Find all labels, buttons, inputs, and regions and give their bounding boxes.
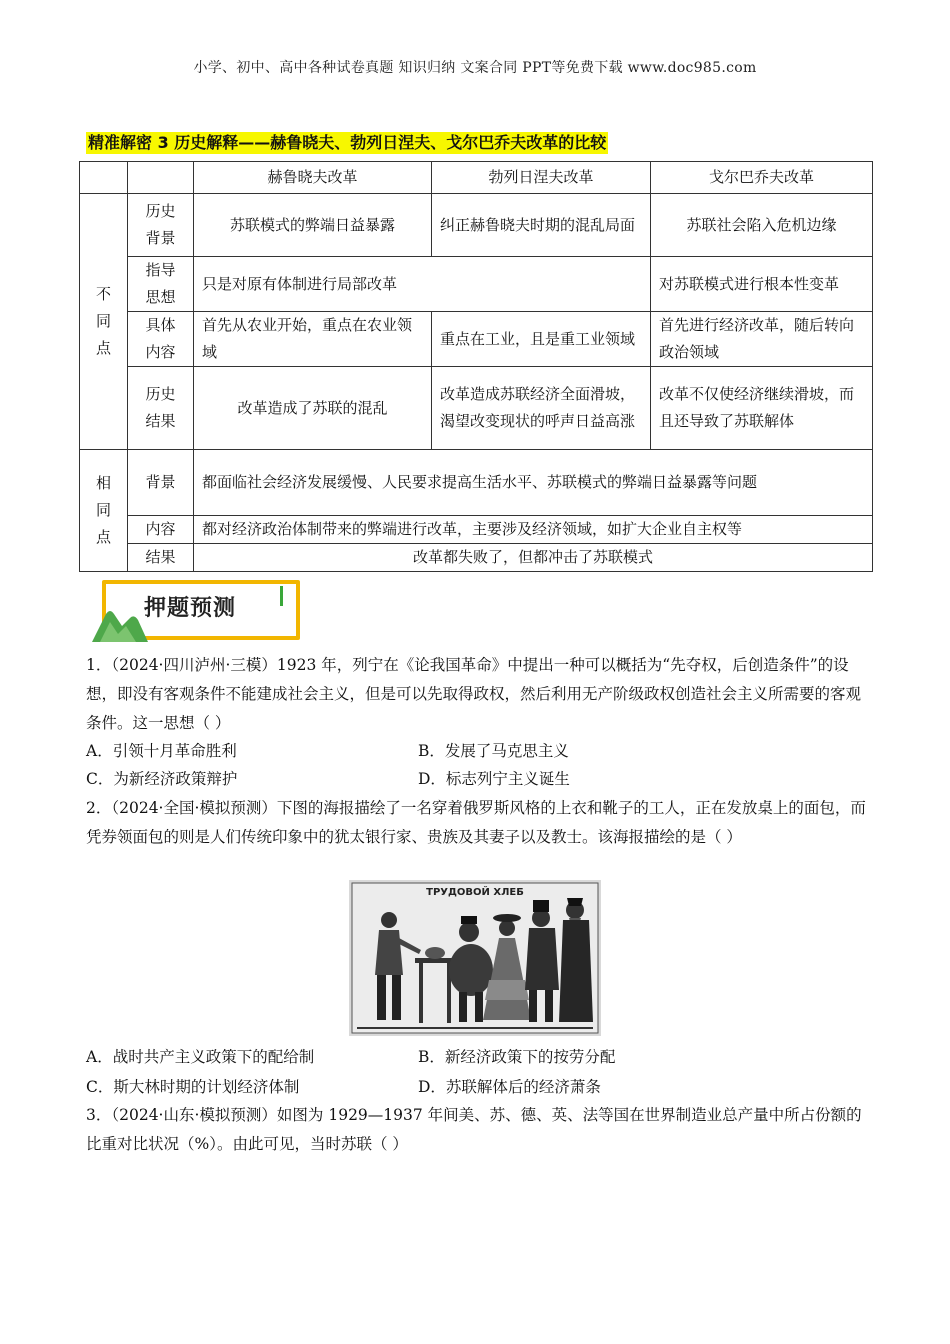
row-label: 内容 xyxy=(128,516,194,544)
question-2-option-c: C．斯大林时期的计划经济体制 xyxy=(86,1078,300,1096)
question-3-stem: 3．（2024·山东·模拟预测）如图为 1929—1937 年间美、苏、德、英、法等国在世界制造业总产量中所占份额的比重对比状况（%）。由此可见，当时苏联（ ） xyxy=(86,1106,862,1153)
table-cell: 苏联社会陷入危机边缘 xyxy=(651,194,873,257)
table-cell: 苏联模式的弊端日益暴露 xyxy=(194,194,432,257)
table-cell: 改革都失败了，但都冲击了苏联模式 xyxy=(194,544,873,572)
table-cell: 都对经济政治体制带来的弊端进行改革，主要涉及经济领域，如扩大企业自主权等 xyxy=(194,516,873,544)
row-label: 背景 xyxy=(128,450,194,516)
group-label-same: 相同点 xyxy=(80,450,128,572)
table-corner-cell xyxy=(80,162,128,194)
row-label: 指导思想 xyxy=(128,257,194,312)
table-corner-cell xyxy=(128,162,194,194)
hill-icon xyxy=(92,600,152,642)
poster-image xyxy=(349,880,601,1036)
question-2-option-a: A．战时共产主义政策下的配给制 xyxy=(86,1048,315,1066)
question-1-option-d: D．标志列宁主义诞生 xyxy=(418,770,570,788)
table-row xyxy=(80,194,873,257)
table-header-row xyxy=(80,162,873,194)
poster-caption: ТРУДОВОЙ ХЛЕБ xyxy=(426,887,524,898)
column-header: 赫鲁晓夫改革 xyxy=(194,162,432,194)
stamp-label: 押题预测 xyxy=(144,596,237,621)
table-cell: 改革造成苏联经济全面滑坡，渴望改变现状的呼声日益高涨 xyxy=(432,367,651,450)
question-2-option-b: B．新经济政策下的按劳分配 xyxy=(418,1048,616,1066)
table-row xyxy=(80,544,873,572)
row-label: 结果 xyxy=(128,544,194,572)
comparison-table xyxy=(79,161,873,572)
table-cell: 纠正赫鲁晓夫时期的混乱局面 xyxy=(432,194,651,257)
table-row xyxy=(80,516,873,544)
question-1-option-c: C．为新经济政策辩护 xyxy=(86,770,238,788)
question-1-option-b: B．发展了马克思主义 xyxy=(418,742,569,760)
table-row xyxy=(80,257,873,312)
row-label: 历史结果 xyxy=(128,367,194,450)
table-cell: 对苏联模式进行根本性变革 xyxy=(651,257,873,312)
table-cell: 重点在工业，且是重工业领域 xyxy=(432,312,651,367)
group-label-different: 不同点 xyxy=(80,194,128,450)
table-cell: 都面临社会经济发展缓慢、人民要求提高生活水平、苏联模式的弊端日益暴露等问题 xyxy=(194,450,873,516)
table-cell: 首先从农业开始，重点在农业领域 xyxy=(194,312,432,367)
row-label: 具体内容 xyxy=(128,312,194,367)
section-title: 精准解密 3 历史解释——赫鲁晓夫、勃列日涅夫、戈尔巴乔夫改革的比较 xyxy=(88,133,607,152)
question-1-stem: 1．（2024·四川泸州·三模）1923 年，列宁在《论我国革命》中提出一种可以概括为“先夺权，后创造条件”的设想，即没有客观条件不能建成社会主义，但是可以先取得政权，然后利用无产阶级政权创造社会主义所需要的客观条件。这一思想（ ） xyxy=(86,656,862,732)
table-row xyxy=(80,450,873,516)
table-cell: 改革造成了苏联的混乱 xyxy=(194,367,432,450)
question-2-option-d: D．苏联解体后的经济萧条 xyxy=(418,1078,601,1096)
table-cell: 只是对原有体制进行局部改革 xyxy=(194,257,651,312)
question-1-option-a: A．引领十月革命胜利 xyxy=(86,742,237,760)
column-header: 勃列日涅夫改革 xyxy=(432,162,651,194)
table-row xyxy=(80,312,873,367)
row-label: 历史背景 xyxy=(128,194,194,257)
table-row xyxy=(80,367,873,450)
page-header: 小学、初中、高中各种试卷真题 知识归纳 文案合同 PPT等免费下载 www.doc985.com xyxy=(193,60,757,76)
column-header: 戈尔巴乔夫改革 xyxy=(651,162,873,194)
table-cell: 首先进行经济改革，随后转向政治领域 xyxy=(651,312,873,367)
table-cell: 改革不仅使经济继续滑坡，而且还导致了苏联解体 xyxy=(651,367,873,450)
section-stamp xyxy=(92,580,294,640)
question-2-stem: 2．（2024·全国·模拟预测）下图的海报描绘了一名穿着俄罗斯风格的上衣和靴子的工人，正在发放桌上的面包，而凭券领面包的则是人们传统印象中的犹太银行家、贵族及其妻子以及教士。该海报描绘的是（ ） xyxy=(86,799,866,846)
stamp-accent xyxy=(280,586,283,606)
